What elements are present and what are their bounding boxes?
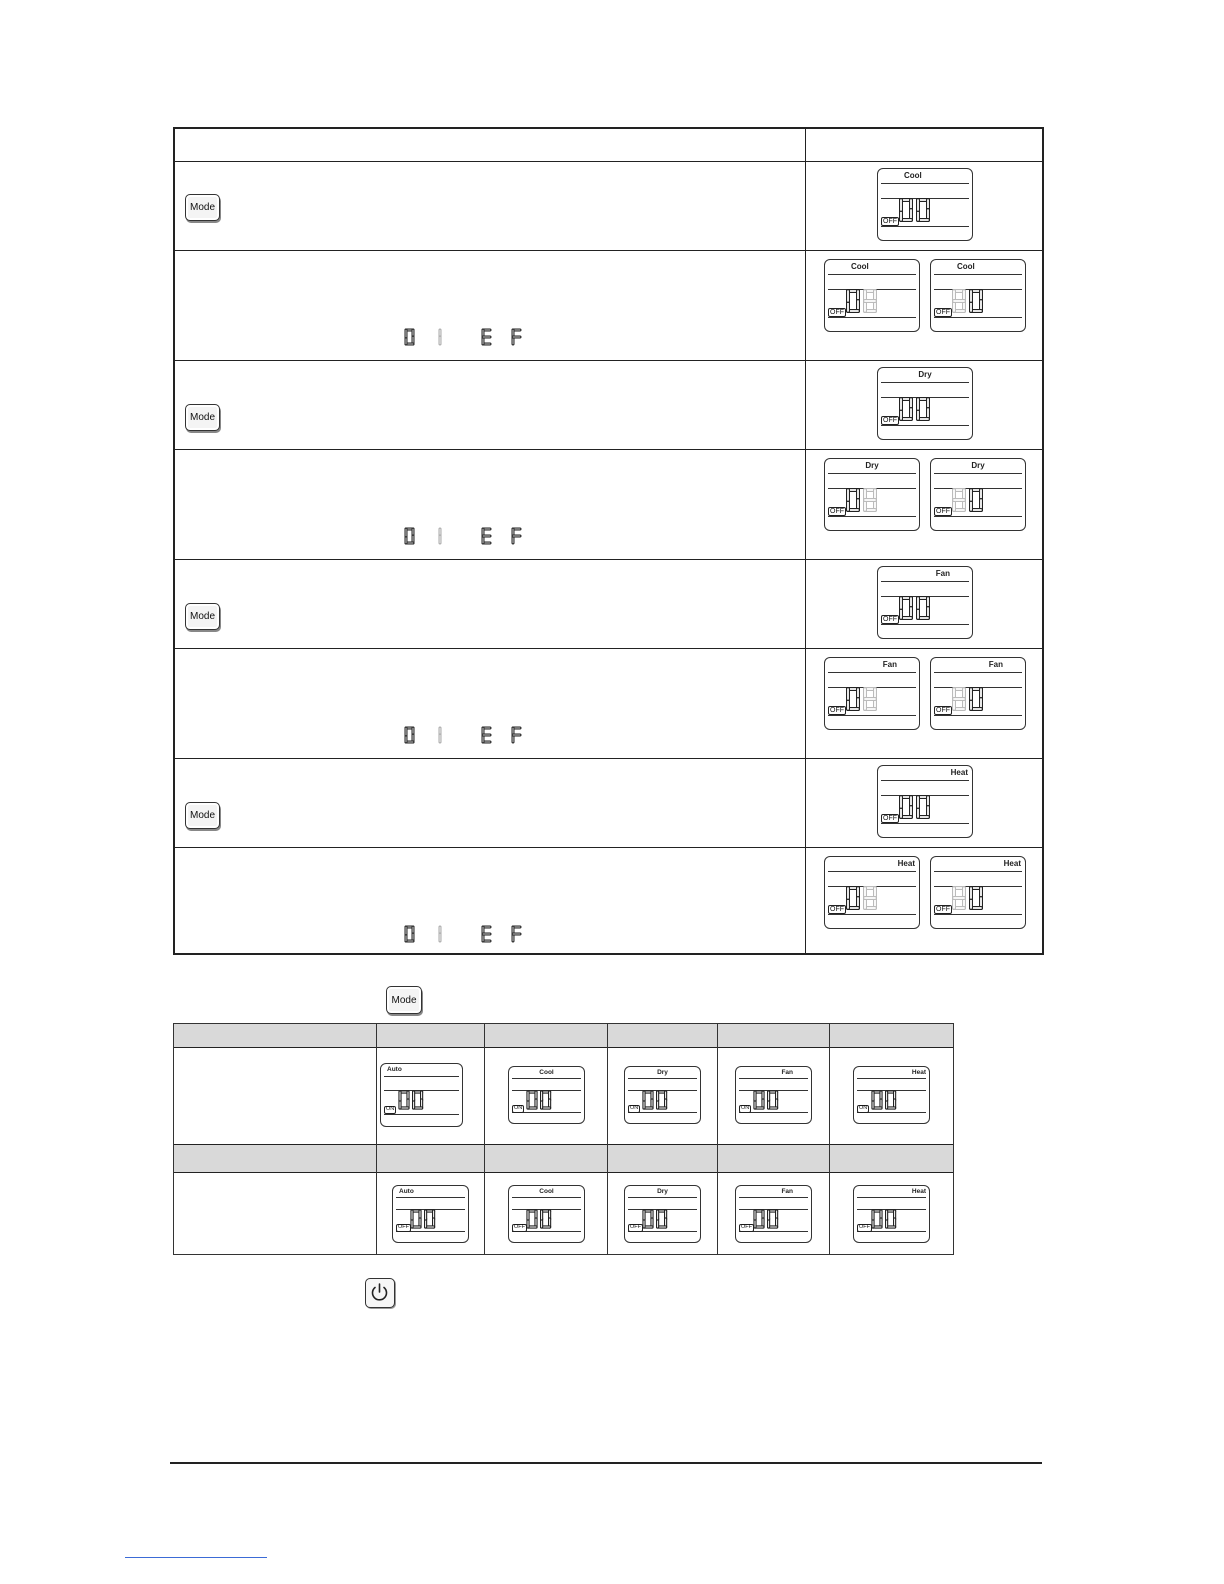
link-underline	[125, 1557, 267, 1558]
segment-digit	[483, 728, 490, 742]
segment-digit	[412, 1211, 420, 1227]
mode-button[interactable]: Mode	[386, 986, 422, 1014]
lcd-mode-label: Auto	[399, 1188, 414, 1195]
off-badge: OFF	[936, 906, 950, 913]
segment-digit	[887, 1092, 895, 1108]
lcd-mode-label: Dry	[657, 1188, 668, 1195]
on-badge: ON	[741, 1105, 750, 1111]
segment-digit	[483, 927, 490, 941]
row-divider	[175, 250, 1042, 251]
lcd-display	[624, 1185, 701, 1243]
segment-digit	[400, 1092, 408, 1108]
segment-digit	[528, 1092, 536, 1108]
on-badge: ON	[859, 1105, 868, 1111]
lcd-display	[877, 367, 973, 440]
column-divider	[376, 1024, 377, 1254]
segment-digit	[406, 728, 413, 742]
row-divider	[174, 1172, 953, 1173]
column-divider	[829, 1024, 830, 1254]
segment-digit	[954, 490, 964, 510]
lcd-display	[930, 856, 1026, 929]
segment-digit	[528, 1211, 536, 1227]
segment-digit	[971, 291, 981, 311]
off-badge: OFF	[830, 508, 844, 515]
row-divider	[174, 1144, 953, 1145]
segment-digit	[954, 888, 964, 908]
off-badge: OFF	[883, 218, 897, 225]
segment-digit	[513, 330, 520, 344]
segment-digit	[971, 888, 981, 908]
lcd-mode-label: Heat	[1003, 859, 1021, 868]
row-divider	[175, 648, 1042, 649]
row-divider	[175, 360, 1042, 361]
row-divider	[175, 161, 1042, 162]
row-divider	[175, 758, 1042, 759]
lcd-display	[508, 1185, 585, 1243]
lcd-display	[930, 458, 1026, 531]
off-badge: OFF	[883, 417, 897, 424]
lcd-mode-label: Heat	[911, 1188, 926, 1195]
off-badge: OFF	[398, 1224, 409, 1230]
row-divider	[175, 559, 1042, 560]
lcd-display	[735, 1066, 812, 1124]
lcd-mode-label: Cool	[539, 1188, 554, 1195]
segment-digit	[848, 490, 858, 510]
digit-sequence	[400, 327, 530, 349]
row-divider	[175, 449, 1042, 450]
lcd-mode-label: Cool	[539, 1069, 554, 1076]
off-badge: OFF	[630, 1224, 641, 1230]
segment-digit	[513, 728, 520, 742]
off-badge: OFF	[830, 707, 844, 714]
off-badge: OFF	[830, 309, 844, 316]
lcd-display	[380, 1063, 463, 1127]
segment-digit	[513, 529, 520, 543]
lcd-display	[824, 657, 920, 730]
power-icon	[366, 1279, 393, 1306]
segment-digit	[513, 927, 520, 941]
lcd-mode-label: Fan	[935, 569, 950, 578]
off-badge: OFF	[741, 1224, 752, 1230]
column-divider	[717, 1024, 718, 1254]
segment-digit	[426, 1211, 434, 1227]
lcd-mode-label: Fan	[882, 660, 897, 669]
segment-digit	[644, 1211, 652, 1227]
segment-digit	[887, 1211, 895, 1227]
on-badge: ON	[514, 1105, 523, 1111]
lcd-display	[853, 1185, 930, 1243]
segment-digit	[406, 529, 413, 543]
column-divider	[805, 129, 806, 953]
segment-digit	[865, 888, 875, 908]
segment-digit	[873, 1211, 881, 1227]
mode-button[interactable]: Mode	[185, 603, 220, 630]
segment-digit	[971, 490, 981, 510]
off-badge: OFF	[830, 906, 844, 913]
lcd-mode-label: Dry	[657, 1069, 668, 1076]
segment-digit	[406, 927, 413, 941]
segment-digit	[769, 1211, 777, 1227]
lcd-mode-label: Heat	[897, 859, 915, 868]
lcd-display	[508, 1066, 585, 1124]
column-divider	[607, 1024, 608, 1254]
segment-digit	[848, 689, 858, 709]
segment-digit	[769, 1092, 777, 1108]
lcd-display	[930, 259, 1026, 332]
lcd-display	[392, 1185, 469, 1243]
mode-button[interactable]: Mode	[185, 404, 220, 431]
lcd-mode-label: Cool	[904, 171, 922, 180]
lcd-display	[877, 765, 973, 838]
segment-digit	[755, 1211, 763, 1227]
segment-digit	[658, 1092, 666, 1108]
off-badge: OFF	[936, 508, 950, 515]
lcd-display	[624, 1066, 701, 1124]
power-button[interactable]	[365, 1278, 395, 1308]
segment-digit	[483, 330, 490, 344]
lcd-mode-label: Heat	[950, 768, 968, 777]
segment-digit	[848, 291, 858, 311]
segment-digit	[901, 797, 911, 817]
segment-digit	[848, 888, 858, 908]
lcd-display	[735, 1185, 812, 1243]
lcd-mode-label: Dry	[971, 461, 985, 470]
off-badge: OFF	[936, 309, 950, 316]
segment-digit	[658, 1211, 666, 1227]
lcd-mode-label: Auto	[387, 1066, 402, 1073]
lcd-mode-label: Fan	[781, 1069, 793, 1076]
lcd-display	[930, 657, 1026, 730]
column-divider	[484, 1024, 485, 1254]
segment-digit	[755, 1092, 763, 1108]
segment-digit	[954, 689, 964, 709]
segment-digit	[918, 200, 928, 220]
off-badge: OFF	[883, 616, 897, 623]
lcd-display	[877, 168, 973, 241]
lcd-mode-label: Fan	[781, 1188, 793, 1195]
lcd-display	[824, 458, 920, 531]
mode-button[interactable]: Mode	[185, 194, 220, 221]
row-divider	[174, 1047, 953, 1048]
header-row	[174, 1144, 953, 1172]
row-divider	[175, 847, 1042, 848]
segment-digit	[954, 291, 964, 311]
footer-rule	[170, 1462, 1042, 1464]
off-badge: OFF	[883, 815, 897, 822]
lcd-mode-label: Dry	[865, 461, 879, 470]
off-badge: OFF	[936, 707, 950, 714]
lcd-mode-label: Cool	[957, 262, 975, 271]
segment-digit	[918, 399, 928, 419]
segment-digit	[971, 689, 981, 709]
segment-digit	[865, 689, 875, 709]
segment-digit	[644, 1092, 652, 1108]
lcd-mode-label: Heat	[911, 1069, 926, 1076]
lcd-mode-label: Fan	[988, 660, 1003, 669]
mode-button[interactable]: Mode	[185, 802, 220, 829]
segment-digit	[542, 1092, 550, 1108]
segment-digit	[865, 490, 875, 510]
segment-digit	[918, 598, 928, 618]
digit-sequence	[400, 526, 530, 548]
segment-digit	[918, 797, 928, 817]
off-badge: OFF	[514, 1224, 525, 1230]
lcd-mode-label: Cool	[851, 262, 869, 271]
segment-digit	[901, 598, 911, 618]
lcd-display	[877, 566, 973, 639]
digit-sequence	[400, 924, 530, 946]
on-badge: ON	[386, 1106, 395, 1112]
segment-digit	[406, 330, 413, 344]
lcd-mode-label: Dry	[918, 370, 932, 379]
segment-digit	[414, 1092, 422, 1108]
segment-digit	[901, 200, 911, 220]
on-badge: ON	[630, 1105, 639, 1111]
header-row	[174, 1024, 953, 1047]
segment-digit	[483, 529, 490, 543]
segment-digit	[542, 1211, 550, 1227]
segment-digit	[873, 1092, 881, 1108]
off-badge: OFF	[859, 1224, 870, 1230]
lcd-display	[853, 1066, 930, 1124]
lcd-display	[824, 856, 920, 929]
segment-digit	[865, 291, 875, 311]
digit-sequence	[400, 725, 530, 747]
segment-digit	[901, 399, 911, 419]
lcd-display	[824, 259, 920, 332]
